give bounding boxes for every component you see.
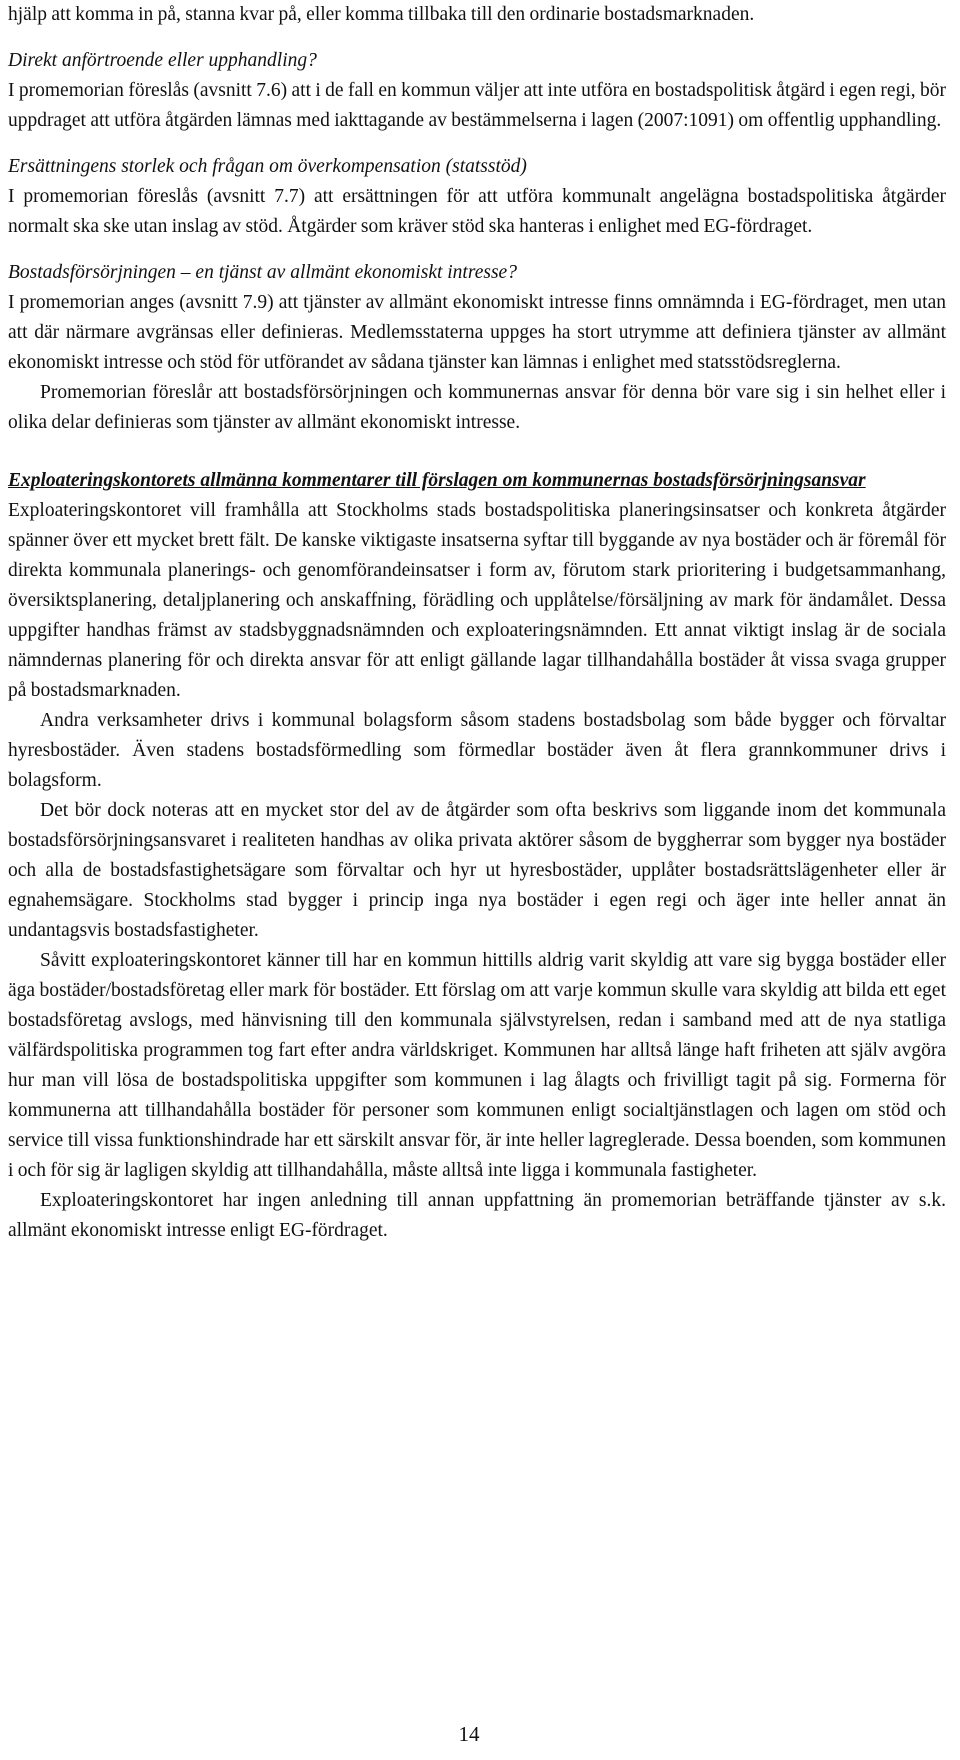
- main-paragraph: Exploateringskontoret vill framhålla att Stockholms stads bostadspolitiska planeringsinsatser och konkreta åtgärder spänner över ett mycket brett fält. De kanske viktigaste insatserna syftar till byggande av nya bostäder och är föremål för direkta kommunala planerings- och genomförandeinsatser i form av, förutom stark prioritering i budgetsammanhang, översiktsplanering, detaljplanering och anskaffning, förädling och upplåtelse/försäljning av mark för ändamålet. Dessa uppgifter handhas främst av stadsbyggnadsnämnden och exploateringsnämnden. Ett annat viktigt inslag är de sociala nämndernas planering för och direkta ansvar för att enligt gällande lagar tillhandahålla bostäder åt vissa svaga grupper på bostadsmarknaden.: [8, 500, 946, 701]
- section-paragraph: I promemorian föreslås (avsnitt 7.6) att i de fall en kommun väljer att inte utföra en bostadspolitisk åtgärd i egen regi, bör uppdraget att utföra åtgärden lämnas med iakttagande av bestämmelserna i lagen (2007:1091) om offentlig upphandling.: [8, 80, 946, 131]
- main-paragraph: Såvitt exploateringskontoret känner till har en kommun hittills aldrig varit skyldig att vare sig bygga bostäder eller äga bostäder/bostadsföretag eller mark för bostäder. Ett förslag om att varje kommun skulle vara skyldig att bilda ett eget bostadsföretag avslogs, med hänvisning till den kommunala självstyrelsen, redan i samband med att de nya statliga välfärdspolitiska programmen tog fart efter andra världskriget. Kommunen har alltså länge haft friheten att själv avgöra hur man vill lösa de bostadspolitiska uppgifter som kommunen i lag ålagts och frivilligt tagit på sig. Formerna för kommunerna att tillhandahålla bostäder för personer som kommunen enligt socialtjänstlagen och lagen om stöd och service till vissa funktionshindrade har ett särskilt ansvar för, är inte heller lagreglerade. Dessa boenden, som kommunen i och för sig är lagligen skyldig att tillhandahålla, måste alltså inte ligga i kommunala fastigheter.: [8, 950, 946, 1181]
- spacer: [8, 136, 946, 152]
- section-paragraph: Promemorian föreslår att bostadsförsörjningen och kommunernas ansvar för denna bör vare sig i sin helhet eller i olika delar definieras som tjänster av allmänt ekonomiskt intresse.: [8, 382, 946, 433]
- main-paragraph: Andra verksamheter drivs i kommunal bolagsform såsom stadens bostadsbolag som både bygger och förvaltar hyresbostäder. Även stadens bostadsförmedling som förmedlar bostäder även åt flera grannkommuner drivs i bolagsform.: [8, 710, 946, 791]
- section-paragraph: I promemorian föreslås (avsnitt 7.7) att ersättningen för att utföra kommunalt angelägna bostadspolitiska åtgärder normalt ska ske utan inslag av stöd. Åtgärder som kräver stöd ska hanteras i enlighet med EG-fördraget.: [8, 186, 946, 237]
- main-paragraph: Det bör dock noteras att en mycket stor del av de åtgärder som ofta beskrivs som liggande inom det kommunala bostadsförsörjningsansvaret i realiteten handhas av olika privata aktörer såsom de byggherrar som bygger nya bostäder och alla de bostadsfastighetsägare som förvaltar och hyr ut hyresbostäder, upplåter bostadsrättslägenheter eller är egnahemsägare. Stockholms stad bygger i princip inga nya bostäder i egen regi och äger inte heller annat än undantagsvis bostadsfastigheter.: [8, 800, 946, 941]
- section-heading-bostadsforsorjning: Bostadsförsörjningen – en tjänst av allmänt ekonomiskt intresse?: [8, 262, 517, 283]
- spacer: [8, 30, 946, 46]
- section-heading-upphandling: Direkt anförtroende eller upphandling?: [8, 50, 317, 71]
- section-heading-ersattning: Ersättningens storlek och frågan om överkompensation (statsstöd): [8, 156, 527, 177]
- spacer: [8, 242, 946, 258]
- section-paragraph: I promemorian anges (avsnitt 7.9) att tjänster av allmänt ekonomiskt intresse finns omnämnda i EG-fördraget, men utan att där närmare avgränsas eller definieras. Medlemsstaterna uppges ha stort utrymme att definiera tjänster av allmänt ekonomiskt intresse och stöd för utförandet av sådana tjänster kan lämnas i enlighet med statsstödsreglerna.: [8, 292, 946, 373]
- main-paragraph: Exploateringskontoret har ingen anledning till annan uppfattning än promemorian beträffande tjänster av s.k. allmänt ekonomiskt intresse enligt EG-fördraget.: [8, 1190, 946, 1241]
- opening-paragraph: hjälp att komma in på, stanna kvar på, eller komma tillbaka till den ordinarie bostadsmarknaden.: [8, 4, 755, 25]
- spacer: [8, 438, 946, 466]
- page-number: 14: [458, 1722, 480, 1746]
- main-section-heading: Exploateringskontorets allmänna kommentarer till förslagen om kommunernas bostadsförsörjningsansvar: [8, 470, 866, 491]
- document-page: [8, 0, 946, 1246]
